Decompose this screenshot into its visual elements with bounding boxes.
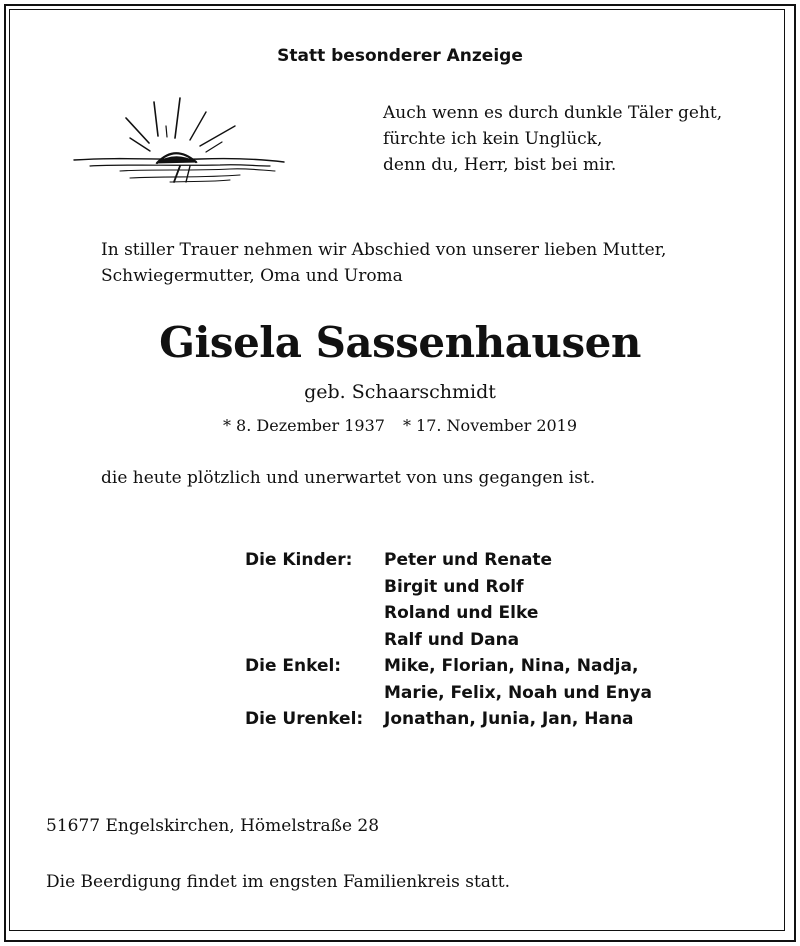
mourners-row — [245, 706, 652, 733]
mourners-role — [245, 627, 384, 654]
intro-line: Schwiegermutter, Oma und Uroma — [101, 266, 403, 286]
mourners-row — [245, 600, 652, 627]
mourners-role: Die Enkel: — [245, 656, 342, 676]
verse-line: denn du, Herr, bist bei mir. — [383, 155, 617, 175]
verse-line: Auch wenn es durch dunkle Täler geht, — [383, 103, 723, 123]
birth-date: * 8. Dezember 1937 — [222, 416, 385, 435]
intro-text — [101, 237, 666, 289]
intro-line: In stiller Trauer nehmen wir Abschied von unserer lieben Mutter, — [101, 240, 667, 260]
mourners-role — [245, 600, 384, 627]
mourners-names: Birgit und Rolf — [384, 576, 524, 597]
mourners-list — [245, 547, 652, 733]
bible-verse — [383, 100, 722, 178]
mourners-role: Die Kinder: — [245, 550, 353, 570]
verse-line: fürchte ich kein Unglück, — [383, 129, 603, 149]
mourners-row — [245, 627, 652, 654]
mourners-row — [245, 653, 652, 680]
mourners-names: Mike, Florian, Nina, Nadja, — [384, 656, 639, 676]
family-address: 51677 Engelskirchen, Hömelstraße 28 — [46, 816, 380, 836]
mourners-names: Jonathan, Junia, Jan, Hana — [384, 709, 634, 729]
maiden-name: geb. Schaarschmidt — [304, 381, 496, 403]
mourners-names: Roland und Elke — [384, 603, 539, 623]
mourners-role — [245, 680, 384, 707]
death-date: * 17. November 2019 — [402, 416, 578, 435]
funeral-note: Die Beerdigung findet im engsten Familienkreis statt. — [46, 872, 510, 892]
mourners-row — [245, 680, 652, 707]
notice-heading: Statt besonderer Anzeige — [277, 46, 523, 66]
mourners-names: Peter und Renate — [384, 550, 553, 570]
mourners-role — [245, 574, 384, 601]
mourners-names: Marie, Felix, Noah und Enya — [384, 682, 652, 703]
mourners-role: Die Urenkel: — [245, 709, 364, 729]
mourners-row — [245, 574, 652, 601]
passed-away-text: die heute plötzlich und unerwartet von uns gegangen ist. — [101, 468, 596, 488]
mourners-names: Ralf und Dana — [384, 629, 520, 650]
deceased-name: Gisela Sassenhausen — [159, 318, 641, 367]
mourners-row — [245, 547, 652, 574]
sunset-over-horizon-icon — [70, 96, 290, 188]
life-dates — [0, 416, 800, 435]
